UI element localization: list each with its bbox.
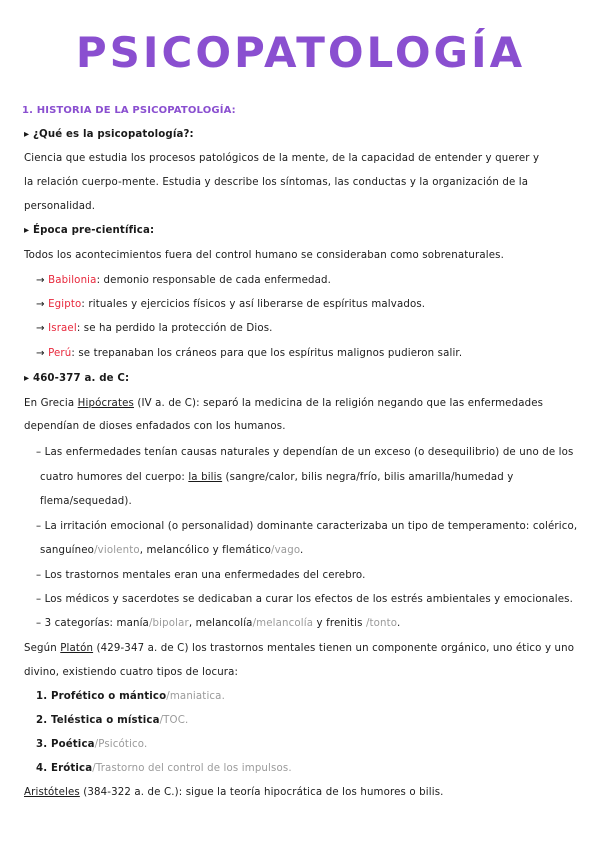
arrow-icon: → [36,299,45,310]
bullet-temperamento-2 [40,544,303,557]
platon-line-1 [24,642,574,655]
tonto-gloss: /tonto [365,618,398,629]
bullet-medicos: – Los médicos y sacerdotes se dedicaban a curar los efectos de los estrés ambientales y emocionales. [36,594,573,605]
grecia-line-1 [24,397,543,410]
humores-post: (sangre/calor, bilis negra/frío, bilis amarilla/humedad y [222,472,514,483]
platon-post: (429-347 a. de C) los trastornos mentales tienen un componente orgánico, uno ético y uno [93,643,575,654]
bullet-humores-3: flema/sequedad). [40,496,132,507]
categorias-end: . [397,618,401,629]
sanguineo: sanguíneo [40,545,95,556]
section-heading: 1. HISTORIA DE LA PSICOPATOLOGÍA: [22,105,236,116]
definition-line-3: personalidad. [24,201,96,212]
todos-line: Todos los acontecimientos fuera del control humano se consideraban como sobrenaturales. [24,250,504,261]
aristoteles-post: (384-322 a. de C.): sigue la teoría hipocrática de los humores o bilis. [79,787,444,798]
definition-line-1: Ciencia que estudia los procesos patológicos de la mente, de la capacidad de entender y querer y [24,153,540,164]
arrow-icon: → [36,348,45,359]
melancolico-flematico: , melancólico y flemático [139,545,272,556]
arrow-icon: → [36,275,45,286]
peru-label: Perú [48,348,72,359]
egipto-item [36,298,425,311]
locura-gloss: /maniatica. [166,691,225,702]
prescientific-heading: ▸ Época pre-científica: [24,225,155,236]
babilonia-label: Babilonia [48,275,97,286]
locura-label: 2. Telésticа o mística [36,715,160,726]
platon-pre: Según [24,643,61,654]
aristoteles-line [24,786,444,799]
locura-item-3 [36,738,147,751]
bullet-humores-2 [40,471,513,484]
locura-item-1 [36,690,225,703]
locura-label: 1. Profético o mántico [36,691,167,702]
bullet-cerebro: – Los trastornos mentales eran una enfermedades del cerebro. [36,570,366,581]
categorias-frenitis: y frenitis [313,618,366,629]
hipocrates-name: Hipócrates [77,398,134,409]
humores-pre: cuatro humores del cuerpo: [40,472,189,483]
violento-gloss: /violento [94,545,140,556]
locura-label: 3. Poética [36,739,95,750]
aristoteles-name: Aristóteles [24,787,80,798]
peru-item [36,347,462,360]
definition-line-2: la relación cuerpo-mente. Estudia y describe los síntomas, las conductas y la organización de la [24,177,529,188]
egipto-text: : rituales y ejercicios físicos y así liberarse de espíritus malvados. [81,299,426,310]
platon-name: Platón [60,643,94,654]
categorias-mania: – 3 categorías: manía [36,618,149,629]
israel-text: : se ha perdido la protección de Dios. [76,323,273,334]
question-heading: ▸ ¿Qué es la psicopatología?: [24,129,194,140]
grecia-pre: En Grecia [24,398,78,409]
platon-line-2: divino, existiendo cuatro tipos de locura: [24,667,239,678]
babilonia-item [36,274,331,287]
categorias-melancolia: , melancolía [188,618,253,629]
bilis-term: la bilis [188,472,223,483]
locura-item-4 [36,762,292,775]
locura-item-2 [36,714,188,727]
grecia-line-2: dependían de dioses enfadados con los humanos. [24,421,286,432]
temperamento-end: . [300,545,304,556]
egipto-label: Egipto [48,299,82,310]
locura-gloss: /Psicótico. [94,739,148,750]
israel-label: Israel [48,323,77,334]
melancolia-gloss: /melancolía [252,618,314,629]
bullet-categorias [36,617,400,630]
page-title: PSICOPATOLOGÍA [75,28,526,77]
peru-text: : se trepanaban los cráneos para que los espíritus malignos pudieron salir. [71,348,463,359]
arrow-icon: → [36,323,45,334]
period-heading: ▸ 460-377 a. de C: [24,373,130,384]
babilonia-text: : demonio responsable de cada enfermedad. [96,275,332,286]
locura-gloss: /Trastorno del control de los impulsos. [92,763,292,774]
vago-gloss: /vago [271,545,301,556]
locura-label: 4. Erótica [36,763,93,774]
bullet-temperamento-1: – La irritación emocional (o personalidad) dominante caracterizaba un tipo de temperamento: colérico, [36,521,578,532]
locura-gloss: /TOC. [159,715,189,726]
grecia-post: (IV a. de C): separó la medicina de la religión negando que las enfermedades [133,398,544,409]
bullet-humores-1: – Las enfermedades tenían causas naturales y dependían de un exceso (o desequilibrio) de uno de los [36,447,574,458]
bipolar-gloss: /bipolar [148,618,189,629]
israel-item [36,322,273,335]
